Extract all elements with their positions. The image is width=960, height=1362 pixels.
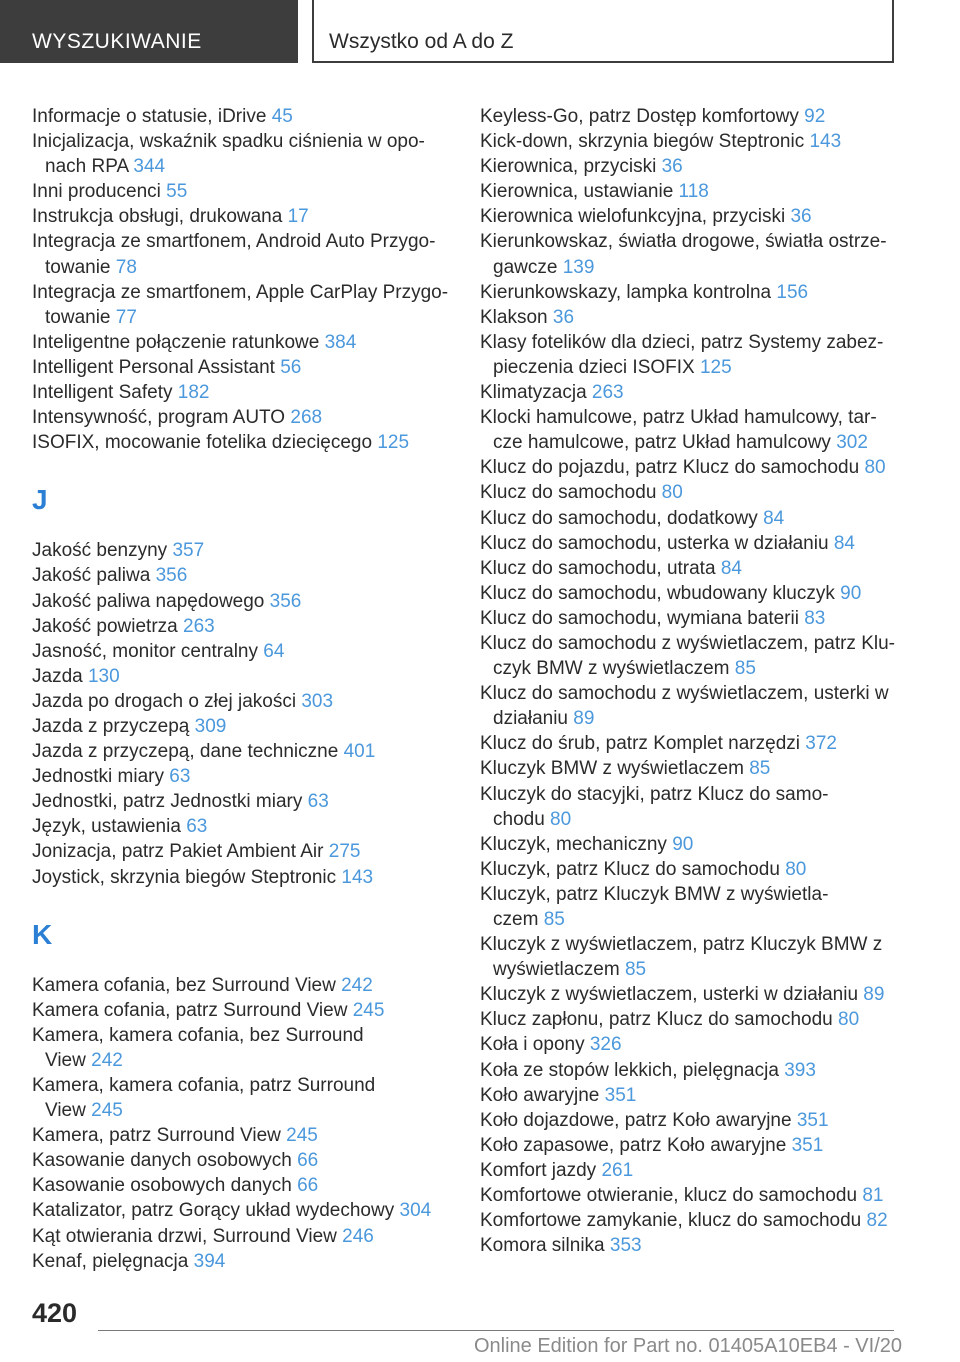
index-entry: Kluczyk z wyświetlaczem, usterki w działaniu 89 — [480, 984, 885, 1006]
page-reference-link[interactable]: 78 — [115, 256, 137, 278]
index-entry: Kierunkowskaz, światła drogowe, światła ostrze‐ gawcze 139 — [480, 231, 887, 278]
page-reference-link[interactable]: 125 — [699, 356, 732, 378]
index-entry: Klucz do samochodu z wyświetlaczem, patrz Klu‐ czyk BMW z wyświetlaczem 85 — [480, 632, 895, 680]
page-reference-link[interactable]: 89 — [863, 984, 885, 1006]
footer-divider — [98, 1330, 894, 1331]
index-entry: Keyless-Go, patrz Dostęp komfortowy 92 — [480, 106, 826, 127]
page-reference-link[interactable]: 326 — [589, 1034, 622, 1056]
page-reference-link[interactable]: 66 — [297, 1150, 319, 1172]
page-reference-link[interactable]: 85 — [543, 909, 565, 930]
index-entry: Informacje o statusie, iDrive 45 — [32, 106, 293, 127]
page-reference-link[interactable]: 63 — [169, 766, 191, 788]
page-reference-link[interactable]: 80 — [550, 808, 572, 830]
index-entry: Integracja ze smartfonem, Apple CarPlay Przygo‐ towanie 77 — [32, 281, 449, 328]
page-reference-link[interactable]: 36 — [661, 156, 683, 178]
index-entry: Klucz zapłonu, patrz Klucz do samochodu 80 — [480, 1009, 860, 1031]
index-entry: Jednostki, patrz Jednostki miary 63 — [32, 791, 329, 813]
index-entry: Jakość benzyny 357 — [32, 540, 205, 562]
index-entry: Koło dojazdowe, patrz Koło awaryjne 351 — [480, 1109, 829, 1131]
index-entry: Klucz do samochodu, dodatkowy 84 — [480, 507, 785, 529]
index-entry: Jednostki miary 63 — [32, 766, 191, 788]
page-reference-link[interactable]: 80 — [785, 858, 807, 880]
page-reference-link[interactable]: 302 — [836, 432, 868, 454]
index-entry: Intelligent Safety 182 — [32, 382, 210, 404]
index-entry: Jasność, monitor centralny 64 — [32, 640, 285, 662]
page-reference-link[interactable]: 83 — [804, 607, 826, 629]
page-reference-link[interactable]: 351 — [796, 1109, 829, 1131]
index-entry: Komfortowe zamykanie, klucz do samochodu 82 — [480, 1210, 888, 1232]
page-reference-link[interactable]: 344 — [133, 156, 166, 178]
index-entry: Jazda 130 — [32, 665, 120, 687]
page-reference-link[interactable]: 351 — [791, 1134, 824, 1156]
page-reference-link[interactable]: 139 — [562, 256, 595, 278]
page-reference-link[interactable]: 263 — [591, 382, 624, 404]
index-entry: Inicjalizacja, wskaźnik spadku ciśnienia w opo‐ nach RPA 344 — [32, 131, 425, 178]
index-column-left — [32, 104, 472, 1274]
page-reference-link[interactable]: 77 — [115, 306, 137, 328]
index-entry: Klimatyzacja 263 — [480, 382, 624, 404]
index-entry: Kenaf, pielęgnacja 394 — [32, 1250, 226, 1272]
page-reference-link[interactable]: 309 — [194, 715, 227, 737]
page-reference-link[interactable]: 242 — [341, 974, 373, 996]
index-entry: Integracja ze smartfonem, Android Auto Przygo‐ towanie 78 — [32, 231, 436, 278]
index-entry: Klucz do samochodu 80 — [480, 482, 683, 504]
page-reference-link[interactable]: 393 — [784, 1059, 816, 1081]
page-reference-link[interactable]: 63 — [186, 816, 208, 838]
page-reference-link[interactable]: 356 — [269, 590, 302, 612]
page-reference-link[interactable]: 17 — [287, 206, 309, 228]
page-reference-link[interactable]: 143 — [341, 866, 374, 888]
page-reference-link[interactable]: 85 — [734, 658, 756, 680]
index-entry: Komfort jazdy 261 — [480, 1159, 634, 1181]
index-entry: Klucz do samochodu, usterka w działaniu 84 — [480, 532, 855, 554]
section-title: WYSZUKIWANIE — [32, 30, 202, 53]
page-reference-link[interactable]: 63 — [307, 791, 329, 813]
page-reference-link[interactable]: 182 — [177, 382, 210, 404]
index-entry: Katalizator, patrz Gorący układ wydechowy 304 — [32, 1200, 432, 1222]
page-number: 420 — [32, 1298, 78, 1328]
page-reference-link[interactable]: 64 — [263, 640, 285, 662]
index-entry: Kluczyk, patrz Kluczyk BMW z wyświetla‐ czem 85 — [480, 883, 829, 930]
index-entry: Koła ze stopów lekkich, pielęgnacja 393 — [480, 1059, 816, 1081]
page-reference-link[interactable]: 92 — [804, 106, 826, 127]
page-reference-link[interactable]: 85 — [749, 758, 771, 780]
index-entry: Jonizacja, patrz Pakiet Ambient Air 275 — [32, 841, 361, 863]
index-entry: Klakson 36 — [480, 306, 575, 328]
index-entry: Klucz do samochodu, wbudowany kluczyk 90 — [480, 582, 862, 604]
index-entry: Inni producenci 55 — [32, 181, 188, 203]
page-reference-link[interactable]: 275 — [328, 841, 361, 863]
index-entry: Kluczyk, mechaniczny 90 — [480, 833, 694, 855]
index-entry: Kluczyk z wyświetlaczem, patrz Kluczyk BMW z wyświetlaczem 85 — [480, 934, 883, 981]
page-reference-link[interactable]: 118 — [678, 181, 709, 203]
index-entry: Kick-down, skrzynia biegów Steptronic 143 — [480, 131, 842, 153]
page-reference-link[interactable]: 90 — [672, 833, 694, 855]
index-entry: Kąt otwierania drzwi, Surround View 246 — [32, 1225, 374, 1247]
page-reference-link[interactable]: 156 — [776, 281, 809, 303]
index-entry: Kierunkowskazy, lampka kontrolna 156 — [480, 281, 809, 303]
page-reference-link[interactable]: 357 — [172, 540, 205, 562]
page-reference-link[interactable]: 82 — [866, 1210, 888, 1232]
chapter-header — [312, 0, 894, 63]
page-reference-link[interactable]: 85 — [624, 959, 647, 981]
index-entry: Kamera, kamera cofania, bez Surround View 242 — [32, 1024, 364, 1071]
index-entry: Kierownica, przyciski 36 — [480, 156, 683, 178]
page-reference-link[interactable]: 356 — [155, 565, 188, 587]
index-entry: Kluczyk BMW z wyświetlaczem 85 — [480, 758, 771, 780]
page-reference-link[interactable]: 130 — [87, 665, 120, 687]
index-entry: Klasy fotelików dla dzieci, patrz Systemy zabez‐ pieczenia dzieci ISOFIX 125 — [480, 331, 884, 378]
index-entry: Koło awaryjne 351 — [480, 1084, 637, 1106]
page-reference-link[interactable]: 401 — [343, 741, 376, 763]
page-reference-link[interactable]: 45 — [271, 106, 293, 127]
index-entry: Kasowanie danych osobowych 66 — [32, 1150, 319, 1172]
page-reference-link[interactable]: 384 — [324, 331, 357, 353]
index-entry: Jakość powietrza 263 — [32, 615, 215, 637]
index-entry: Jazda z przyczepą, dane techniczne 401 — [32, 741, 376, 763]
index-entry: Joystick, skrzynia biegów Steptronic 143 — [32, 866, 374, 888]
index-entry: Klucz do pojazdu, patrz Klucz do samochodu 80 — [480, 457, 886, 479]
index-entry: Jazda z przyczepą 309 — [32, 715, 227, 737]
page-reference-link[interactable]: 303 — [301, 690, 334, 712]
page-reference-link[interactable]: 80 — [661, 482, 683, 504]
index-entry: Kamera, kamera cofania, patrz Surround View 245 — [32, 1075, 376, 1122]
page-reference-link[interactable]: 263 — [183, 615, 215, 637]
page-reference-link[interactable]: 245 — [286, 1125, 318, 1147]
page-reference-link[interactable]: 245 — [352, 999, 385, 1021]
page-reference-link[interactable]: 353 — [609, 1235, 642, 1257]
index-entry: Koło zapasowe, patrz Koło awaryjne 351 — [480, 1134, 824, 1156]
index-entry: Kierownica, ustawianie 118 — [480, 181, 709, 203]
page-reference-link[interactable]: 81 — [862, 1185, 884, 1207]
index-entry: Klocki hamulcowe, patrz Układ hamulcowy, tar‐ cze hamulcowe, patrz Układ hamulcowy 302 — [480, 407, 877, 454]
page-reference-link[interactable]: 84 — [833, 532, 855, 554]
index-entry: Kierownica wielofunkcyjna, przyciski 36 — [480, 206, 812, 228]
index-entry: Kluczyk do stacyjki, patrz Klucz do samo‐ chodu 80 — [480, 783, 829, 830]
index-entry: Inteligentne połączenie ratunkowe 384 — [32, 331, 357, 353]
page-reference-link[interactable]: 245 — [91, 1100, 123, 1122]
page-reference-link[interactable]: 56 — [280, 356, 302, 378]
page-reference-link[interactable]: 66 — [297, 1175, 319, 1197]
index-entry: Klucz do śrub, patrz Komplet narzędzi 372 — [480, 733, 837, 755]
page-reference-link[interactable]: 36 — [552, 306, 575, 328]
page-reference-link[interactable]: 84 — [720, 557, 742, 579]
page-reference-link[interactable]: 125 — [377, 432, 410, 454]
index-entry: Koła i opony 326 — [480, 1034, 622, 1056]
index-letter-heading: K — [32, 918, 53, 950]
page-reference-link[interactable]: 90 — [840, 582, 862, 604]
index-entry: Kluczyk, patrz Klucz do samochodu 80 — [480, 858, 807, 880]
index-entry: Kamera, patrz Surround View 245 — [32, 1125, 318, 1147]
index-entry: Klucz do samochodu z wyświetlaczem, usterki w działaniu 89 — [480, 683, 889, 730]
page-reference-link[interactable]: 80 — [838, 1009, 860, 1031]
index-entry: Kasowanie osobowych danych 66 — [32, 1175, 319, 1197]
index-entry: Klucz do samochodu, utrata 84 — [480, 557, 742, 579]
page-reference-link[interactable]: 242 — [91, 1049, 123, 1071]
chapter-title: Wszystko od A do Z — [329, 30, 514, 53]
index-entry: Komora silnika 353 — [480, 1235, 642, 1257]
page-reference-link[interactable]: 143 — [809, 131, 842, 153]
page-reference-link[interactable]: 372 — [805, 733, 837, 755]
index-entry: Kamera cofania, patrz Surround View 245 — [32, 999, 385, 1021]
index-entry: ISOFIX, mocowanie fotelika dziecięcego 125 — [32, 432, 410, 454]
page-reference-link[interactable]: 351 — [604, 1084, 637, 1106]
page-reference-link[interactable]: 261 — [601, 1159, 634, 1181]
page-reference-link[interactable]: 246 — [342, 1225, 374, 1247]
footer-edition: Online Edition for Part no. 01405A10EB4 - VI/20 — [473, 1335, 902, 1357]
index-entry: Komfortowe otwieranie, klucz do samochodu 81 — [480, 1185, 884, 1207]
index-entry: Jakość paliwa 356 — [32, 565, 188, 587]
index-entry: Jakość paliwa napędowego 356 — [32, 590, 302, 612]
index-column-right — [480, 104, 928, 1258]
page-reference-link[interactable]: 304 — [399, 1200, 432, 1222]
page-reference-link[interactable]: 394 — [193, 1250, 226, 1272]
index-entry: Klucz do samochodu, wymiana baterii 83 — [480, 607, 826, 629]
index-entry: Instrukcja obsługi, drukowana 17 — [32, 206, 309, 228]
index-entry: Język, ustawienia 63 — [32, 816, 208, 838]
page-reference-link[interactable]: 268 — [290, 407, 323, 429]
index-entry: Jazda po drogach o złej jakości 303 — [32, 690, 334, 712]
page-reference-link[interactable]: 84 — [763, 507, 785, 529]
index-entry: Intensywność, program AUTO 268 — [32, 407, 323, 429]
index-entry: Intelligent Personal Assistant 56 — [32, 356, 302, 378]
page-reference-link[interactable]: 55 — [166, 181, 188, 203]
page-reference-link[interactable]: 89 — [573, 708, 595, 730]
index-entry: Kamera cofania, bez Surround View 242 — [32, 974, 373, 996]
page-reference-link[interactable]: 80 — [864, 457, 886, 479]
page-reference-link[interactable]: 36 — [790, 206, 812, 228]
index-letter-heading: J — [32, 484, 48, 516]
section-tab — [0, 0, 298, 63]
